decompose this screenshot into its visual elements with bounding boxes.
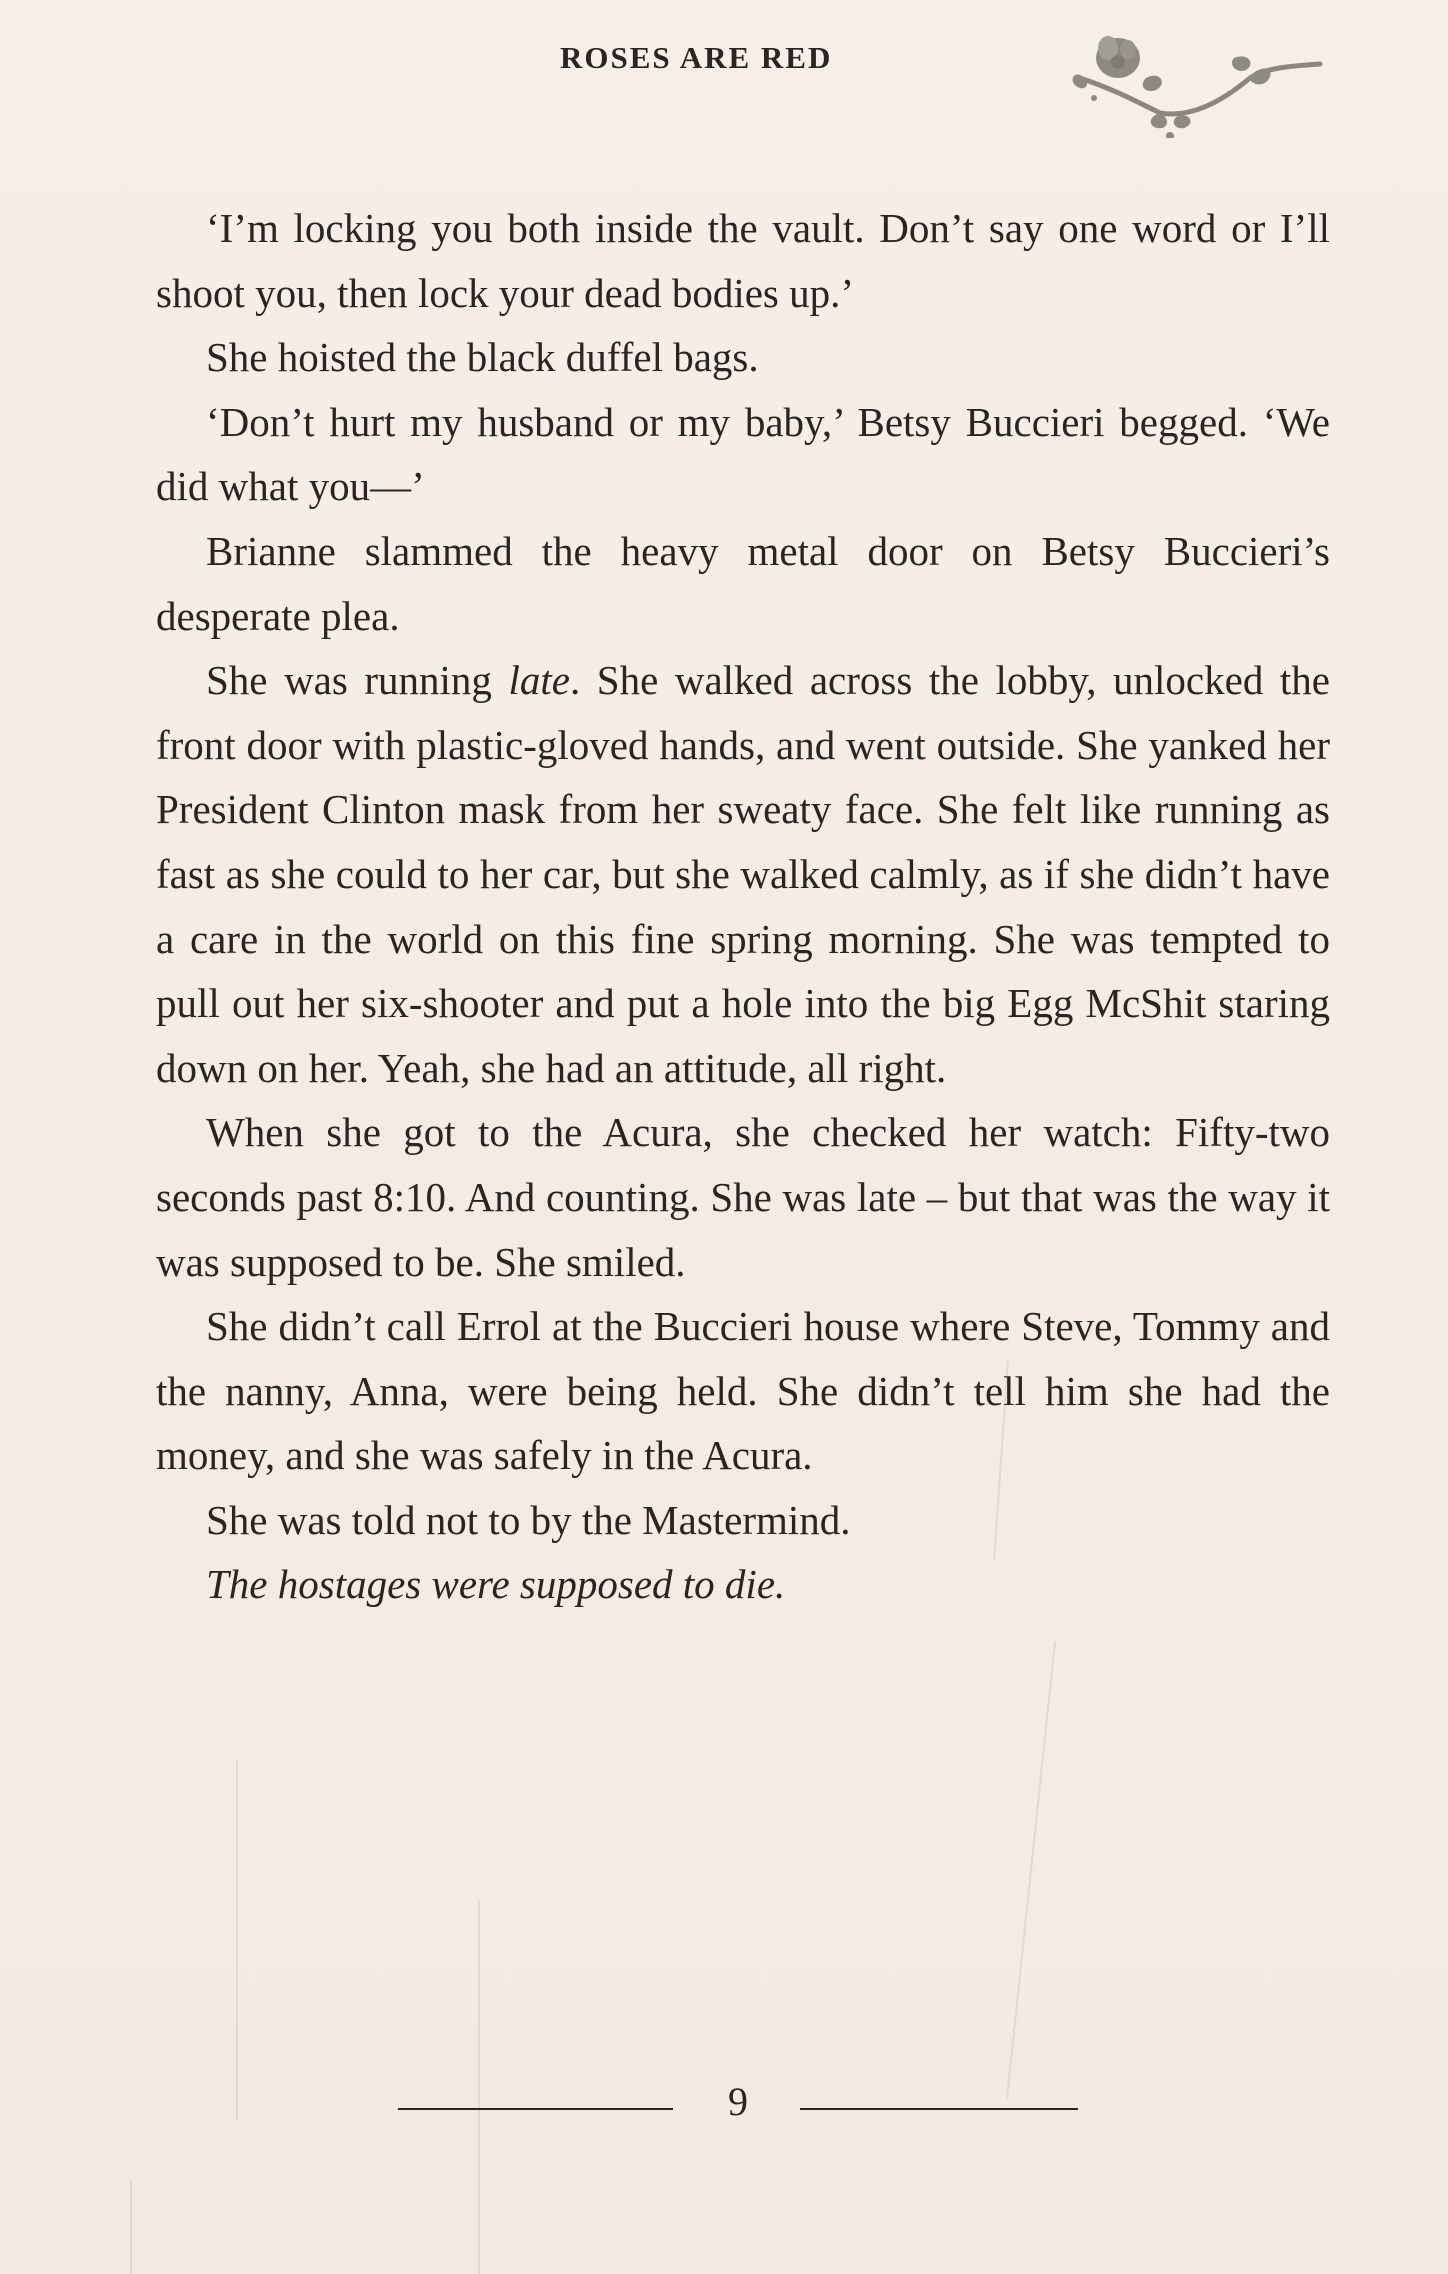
footer-rule-left <box>398 2108 673 2110</box>
paragraph: Brianne slammed the heavy metal door on Betsy Buccieri’s desperate plea. <box>156 527 1330 639</box>
italic-emphasis: The hostages were supposed to die. <box>206 1561 786 1608</box>
paragraph: She didn’t call Errol at the Buccieri house where Steve, Tommy and the nanny, Anna, were being held. She didn’t tell him she had the money, and she was safely in the Acura. <box>156 1303 1330 1479</box>
paragraph-text: . She walked across the lobby, unlocked the front door with plastic-gloved hands, and went outside. She yanked her President Clinton mask from her sweaty face. She felt like running as fast as she could to her car, but she walked calmly, as if she didn’t have a care in the world on this fine spring morning. She was tempted to pull out her six-shooter and put a hole into the big Egg McShit staring down on her. Yeah, she had an attitude, all right. <box>156 657 1330 1091</box>
paragraph: ‘Don’t hurt my husband or my baby,’ Betsy Buccieri begged. ‘We did what you—’ <box>156 398 1330 510</box>
rose-vine-icon <box>1050 18 1330 138</box>
paragraph: When she got to the Acura, she checked her watch: Fifty-two seconds past 8:10. And counting. She was late – but that was the way it was supposed to be. She smiled. <box>156 1109 1330 1285</box>
paper-streak <box>1006 1641 1056 2099</box>
page-footer <box>0 2074 1448 2134</box>
paragraph: ‘I’m locking you both inside the vault. Don’t say one word or I’ll shoot you, then lock your dead bodies up.’ <box>156 205 1330 316</box>
paper-streak <box>130 2180 132 2274</box>
page-number: 9 <box>728 2079 748 2124</box>
paragraph: She hoisted the black duffel bags. <box>206 334 759 381</box>
running-header <box>560 40 832 76</box>
footer-rule-right <box>800 2108 1078 2110</box>
paper-streak <box>236 1760 238 2120</box>
italic-emphasis: late <box>508 657 570 704</box>
paragraph-text: She was running <box>206 657 509 704</box>
running-title: ROSES ARE RED <box>560 40 833 75</box>
italic-paragraph <box>156 1552 1330 1617</box>
paragraph: She was told not to by the Mastermind. <box>206 1496 851 1543</box>
paragraph <box>156 648 1330 1100</box>
body-text <box>156 196 1330 1617</box>
